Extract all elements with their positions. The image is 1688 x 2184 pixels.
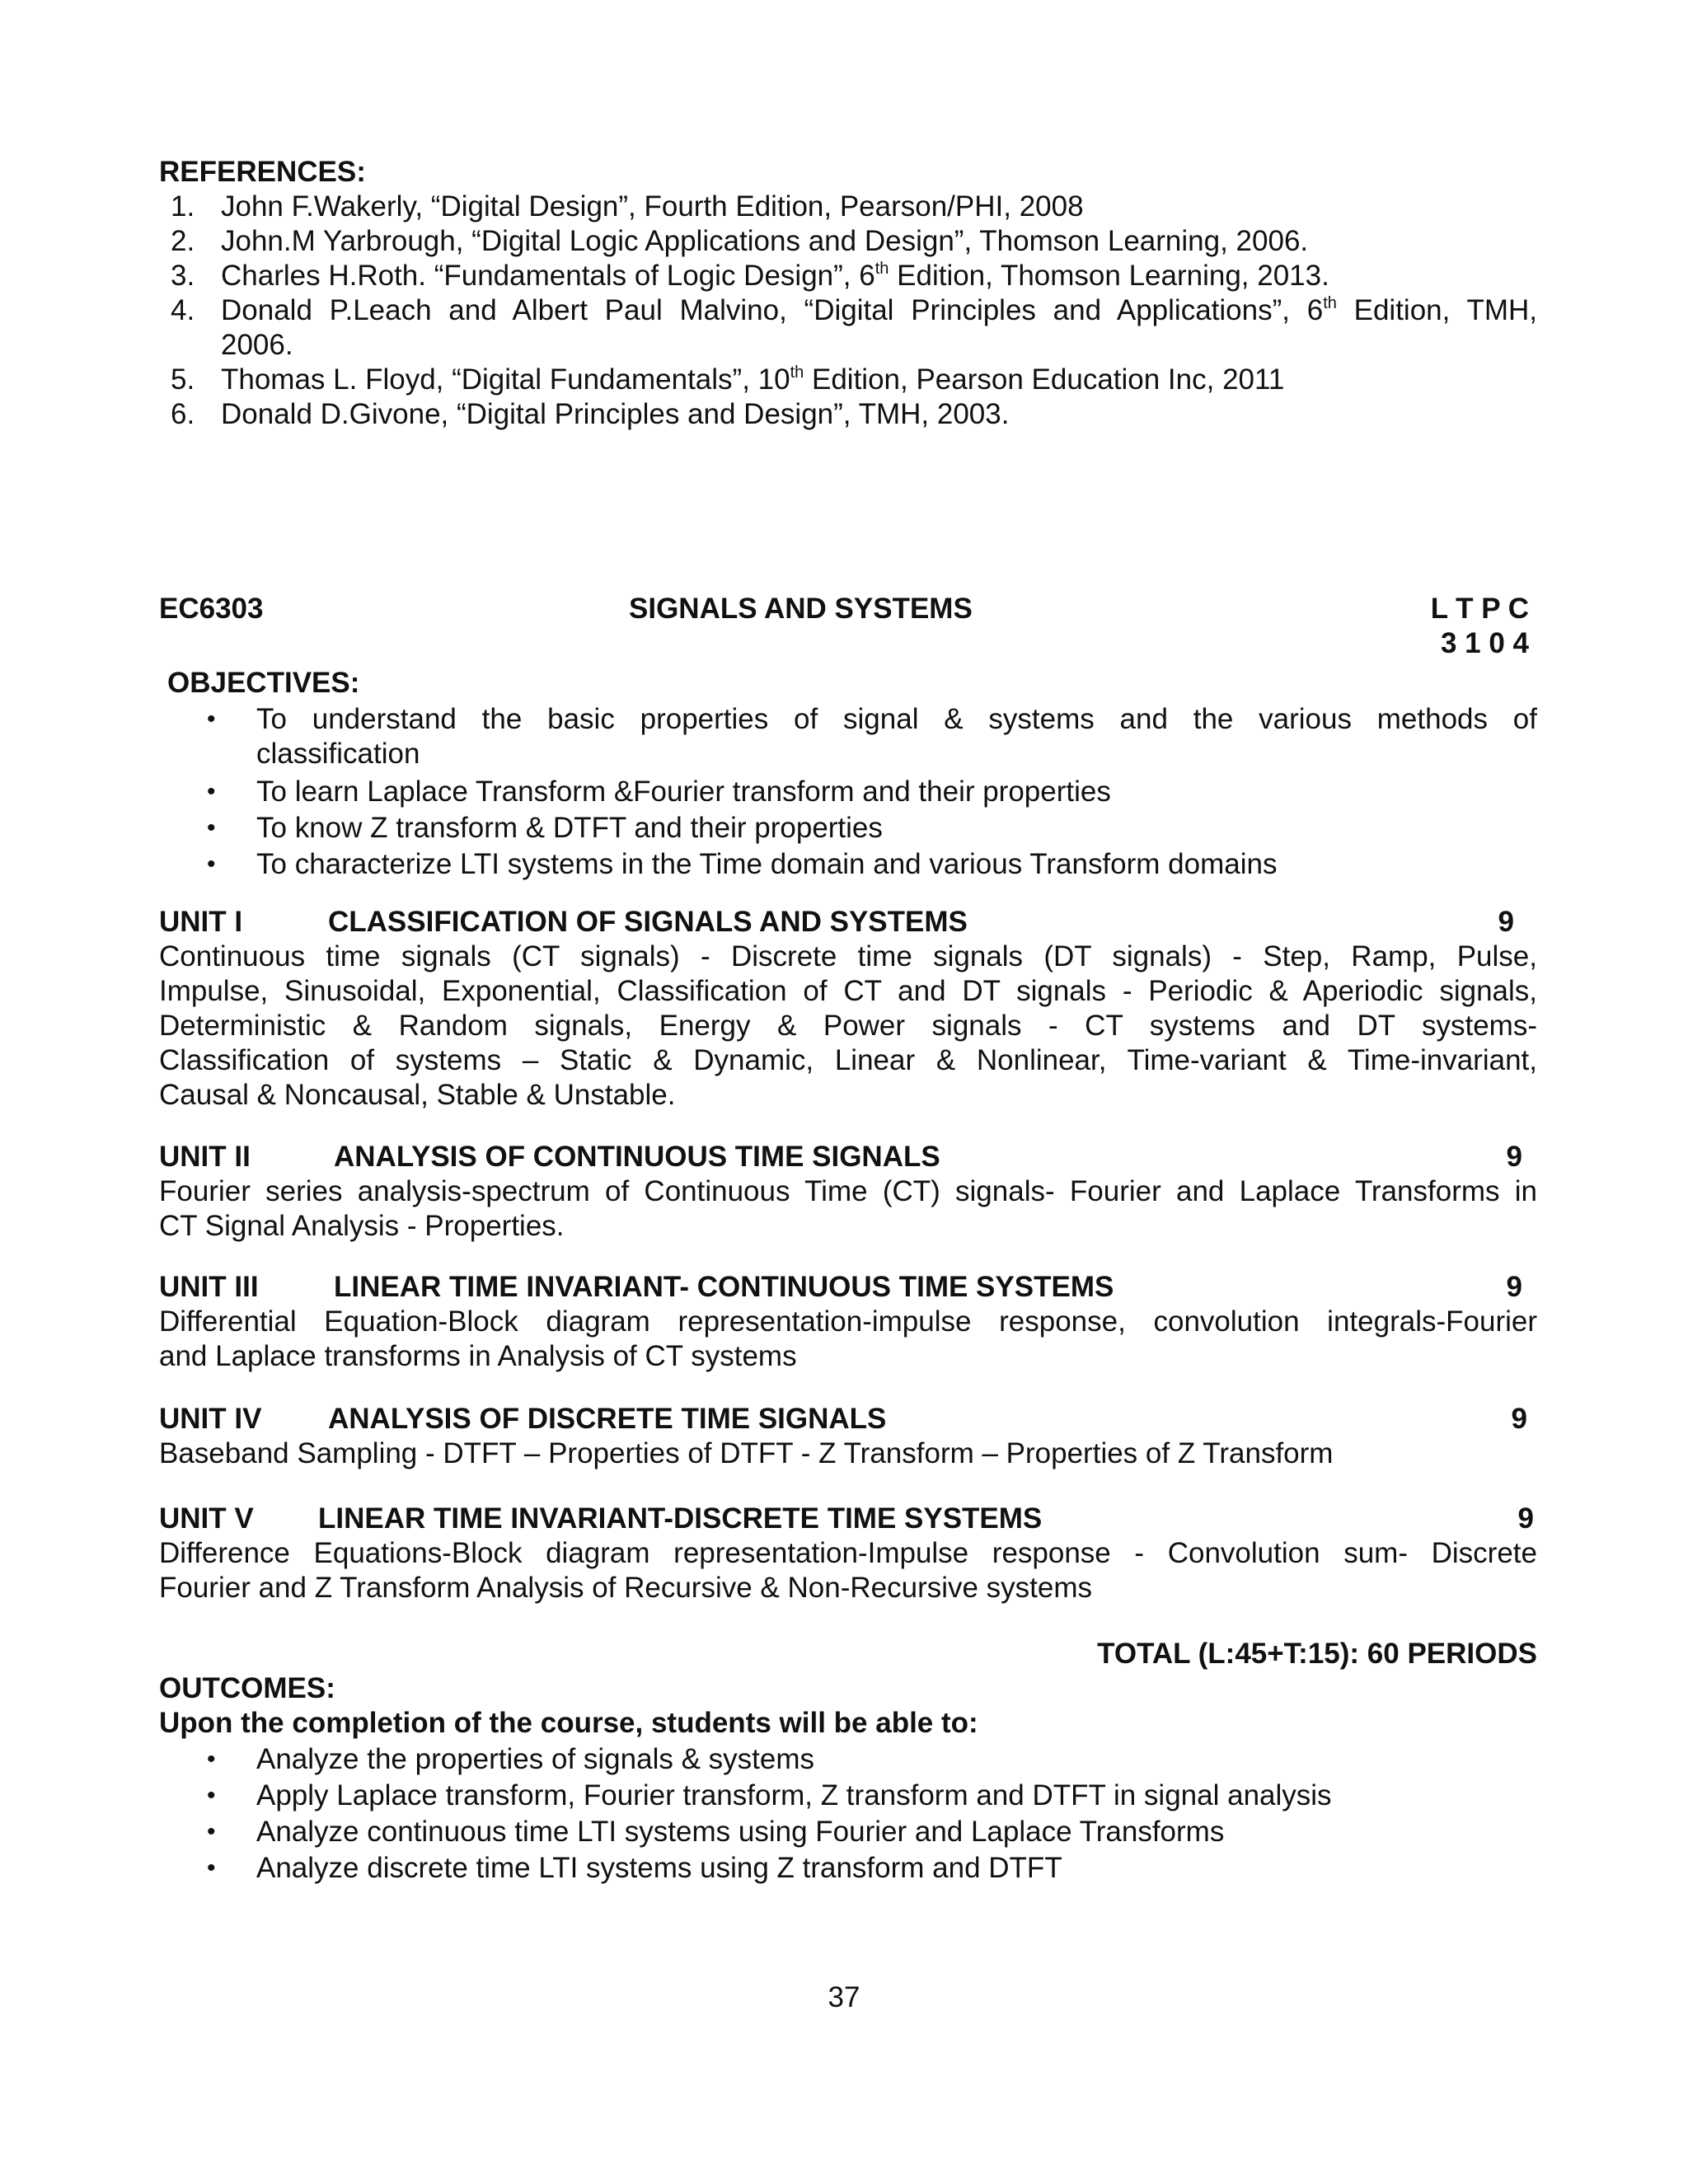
bullet-icon: • bbox=[207, 1854, 216, 1882]
reference-text: Donald D.Givone, “Digital Principles and Design”, TMH, 2003. bbox=[221, 398, 1010, 430]
reference-text bbox=[221, 259, 1537, 293]
unit-description-line: Baseband Sampling - DTFT – Properties of DTFT - Z Transform – Properties of Z Transform bbox=[159, 1437, 1334, 1469]
unit-id: UNIT I bbox=[159, 906, 243, 938]
unit-hours: 9 bbox=[1506, 1141, 1522, 1173]
reference-text-part: Edition, TMH, bbox=[1336, 294, 1537, 326]
references-heading: REFERENCES: bbox=[159, 156, 366, 188]
unit-description-line: Impulse, Sinusoidal, Exponential, Classification of CT and DT signals - Periodic & Aperiodic signals, bbox=[159, 975, 1537, 1007]
reference-text: John.M Yarbrough, “Digital Logic Applications and Design”, Thomson Learning, 2006. bbox=[221, 225, 1309, 257]
unit-section bbox=[159, 1402, 1537, 1473]
reference-item bbox=[159, 293, 1537, 363]
unit-description-line: Causal & Noncausal, Stable & Unstable. bbox=[159, 1079, 676, 1111]
outcome-item bbox=[159, 1851, 1537, 1886]
outcome-text: Apply Laplace transform, Fourier transform, Z transform and DTFT in signal analysis bbox=[256, 1779, 1332, 1811]
reference-text: John F.Wakerly, “Digital Design”, Fourth Edition, Pearson/PHI, 2008 bbox=[221, 190, 1084, 223]
unit-description-line: Continuous time signals (CT signals) - Discrete time signals (DT signals) - Step, Ramp, Pulse, bbox=[159, 940, 1537, 972]
objective-text: To learn Laplace Transform &Fourier transform and their properties bbox=[256, 776, 1111, 808]
ordinal-suffix: th bbox=[790, 363, 804, 382]
unit-section bbox=[159, 1270, 1537, 1377]
reference-text bbox=[221, 363, 1537, 397]
objective-text: To know Z transform & DTFT and their properties bbox=[256, 812, 883, 844]
unit-title: LINEAR TIME INVARIANT-DISCRETE TIME SYSTEMS bbox=[318, 1502, 1043, 1535]
unit-hours: 9 bbox=[1506, 1271, 1522, 1303]
objective-text: To characterize LTI systems in the Time domain and various Transform domains bbox=[256, 848, 1278, 880]
outcome-text: Analyze discrete time LTI systems using Z transform and DTFT bbox=[256, 1852, 1062, 1884]
unit-title: ANALYSIS OF DISCRETE TIME SIGNALS bbox=[328, 1403, 887, 1435]
unit-section bbox=[159, 1140, 1537, 1247]
bullet-icon: • bbox=[207, 705, 216, 733]
reference-number: 3. bbox=[171, 260, 195, 292]
unit-description-line: and Laplace transforms in Analysis of CT systems bbox=[159, 1340, 797, 1372]
bullet-icon: • bbox=[207, 1818, 216, 1845]
objective-item bbox=[159, 702, 1537, 771]
bullet-icon: • bbox=[207, 778, 216, 805]
reference-text-part: Donald P.Leach and Albert Paul Malvino, “Digital Principles and Applications”, 6 bbox=[221, 294, 1324, 326]
outcomes-section bbox=[159, 1671, 1537, 1919]
reference-item bbox=[159, 190, 1537, 224]
ltpc-values: 3 1 0 4 bbox=[1440, 627, 1529, 659]
objective-item bbox=[159, 811, 1537, 846]
unit-description-line: Difference Equations-Block diagram representation-Impulse response - Convolution sum- Discrete bbox=[159, 1537, 1537, 1569]
bullet-icon: • bbox=[207, 851, 216, 878]
objective-text: To understand the basic properties of signal & systems and the various methods of bbox=[256, 703, 1537, 735]
reference-text-part: Charles H.Roth. “Fundamentals of Logic Design”, 6 bbox=[221, 260, 875, 292]
unit-description-line: Differential Equation-Block diagram representation-impulse response, convolution integrals-Fourier bbox=[159, 1305, 1537, 1338]
bullet-icon: • bbox=[207, 814, 216, 841]
unit-description bbox=[159, 1174, 1537, 1244]
bullet-icon: • bbox=[207, 1782, 216, 1809]
reference-number: 5. bbox=[171, 363, 195, 396]
objectives-section bbox=[159, 666, 1537, 888]
unit-id: UNIT V bbox=[159, 1502, 254, 1535]
unit-description-line: Fourier series analysis-spectrum of Continuous Time (CT) signals- Fourier and Laplace Transforms in bbox=[159, 1175, 1537, 1207]
objective-item bbox=[159, 847, 1537, 882]
course-header bbox=[159, 592, 1537, 661]
reference-number: 4. bbox=[171, 294, 195, 326]
page-number: 37 bbox=[828, 1981, 860, 2013]
unit-title: ANALYSIS OF CONTINUOUS TIME SIGNALS bbox=[334, 1141, 940, 1173]
unit-hours: 9 bbox=[1511, 1403, 1527, 1435]
reference-text-part: Edition, Thomson Learning, 2013. bbox=[889, 260, 1329, 292]
reference-text-part: Edition, Pearson Education Inc, 2011 bbox=[804, 363, 1285, 396]
reference-number: 2. bbox=[171, 225, 195, 257]
unit-id: UNIT II bbox=[159, 1141, 251, 1173]
reference-text-part: Thomas L. Floyd, “Digital Fundamentals”, 10 bbox=[221, 363, 790, 396]
unit-description bbox=[159, 940, 1537, 1113]
references-section bbox=[159, 155, 1537, 443]
reference-number: 6. bbox=[171, 398, 195, 430]
unit-description-line: Deterministic & Random signals, Energy & Power signals - CT systems and DT systems- bbox=[159, 1010, 1537, 1042]
reference-text-continued: 2006. bbox=[221, 329, 293, 361]
unit-description-line: CT Signal Analysis - Properties. bbox=[159, 1210, 565, 1242]
outcomes-intro: Upon the completion of the course, students will be able to: bbox=[159, 1707, 978, 1739]
unit-description-line: Fourier and Z Transform Analysis of Recursive & Non-Recursive systems bbox=[159, 1572, 1093, 1604]
outcomes-heading: OUTCOMES: bbox=[159, 1672, 335, 1704]
reference-item bbox=[159, 363, 1537, 397]
unit-section bbox=[159, 1502, 1537, 1609]
unit-id: UNIT IV bbox=[159, 1403, 262, 1435]
reference-item bbox=[159, 224, 1537, 259]
outcome-text: Analyze the properties of signals & systems bbox=[256, 1743, 814, 1775]
objective-item bbox=[159, 775, 1537, 809]
bullet-icon: • bbox=[207, 1746, 216, 1773]
reference-item bbox=[159, 397, 1537, 432]
objective-text-continued: classification bbox=[256, 738, 420, 770]
ordinal-suffix: th bbox=[874, 260, 889, 278]
unit-description bbox=[159, 1536, 1537, 1605]
total-periods-row bbox=[159, 1637, 1537, 1671]
outcome-item bbox=[159, 1815, 1537, 1849]
ltpc-label: L T P C bbox=[1430, 593, 1529, 625]
unit-title: LINEAR TIME INVARIANT- CONTINUOUS TIME SYSTEMS bbox=[334, 1271, 1114, 1303]
outcome-item bbox=[159, 1742, 1537, 1777]
reference-text bbox=[221, 293, 1537, 328]
outcome-item bbox=[159, 1779, 1537, 1813]
unit-title: CLASSIFICATION OF SIGNALS AND SYSTEMS bbox=[328, 906, 968, 938]
unit-hours: 9 bbox=[1498, 906, 1514, 938]
objectives-heading: OBJECTIVES: bbox=[167, 667, 360, 699]
course-code: EC6303 bbox=[159, 593, 264, 625]
reference-number: 1. bbox=[171, 190, 195, 223]
ordinal-suffix: th bbox=[1323, 294, 1337, 312]
unit-id: UNIT III bbox=[159, 1271, 259, 1303]
total-periods: TOTAL (L:45+T:15): 60 PERIODS bbox=[1097, 1638, 1537, 1670]
outcome-text: Analyze continuous time LTI systems using Fourier and Laplace Transforms bbox=[256, 1816, 1225, 1848]
unit-hours: 9 bbox=[1517, 1502, 1534, 1535]
course-title: SIGNALS AND SYSTEMS bbox=[629, 593, 973, 625]
unit-section bbox=[159, 905, 1537, 1116]
unit-description-line: Classification of systems – Static & Dynamic, Linear & Nonlinear, Time-variant & Time-invariant, bbox=[159, 1044, 1537, 1076]
unit-description bbox=[159, 1305, 1537, 1374]
reference-item bbox=[159, 259, 1537, 293]
